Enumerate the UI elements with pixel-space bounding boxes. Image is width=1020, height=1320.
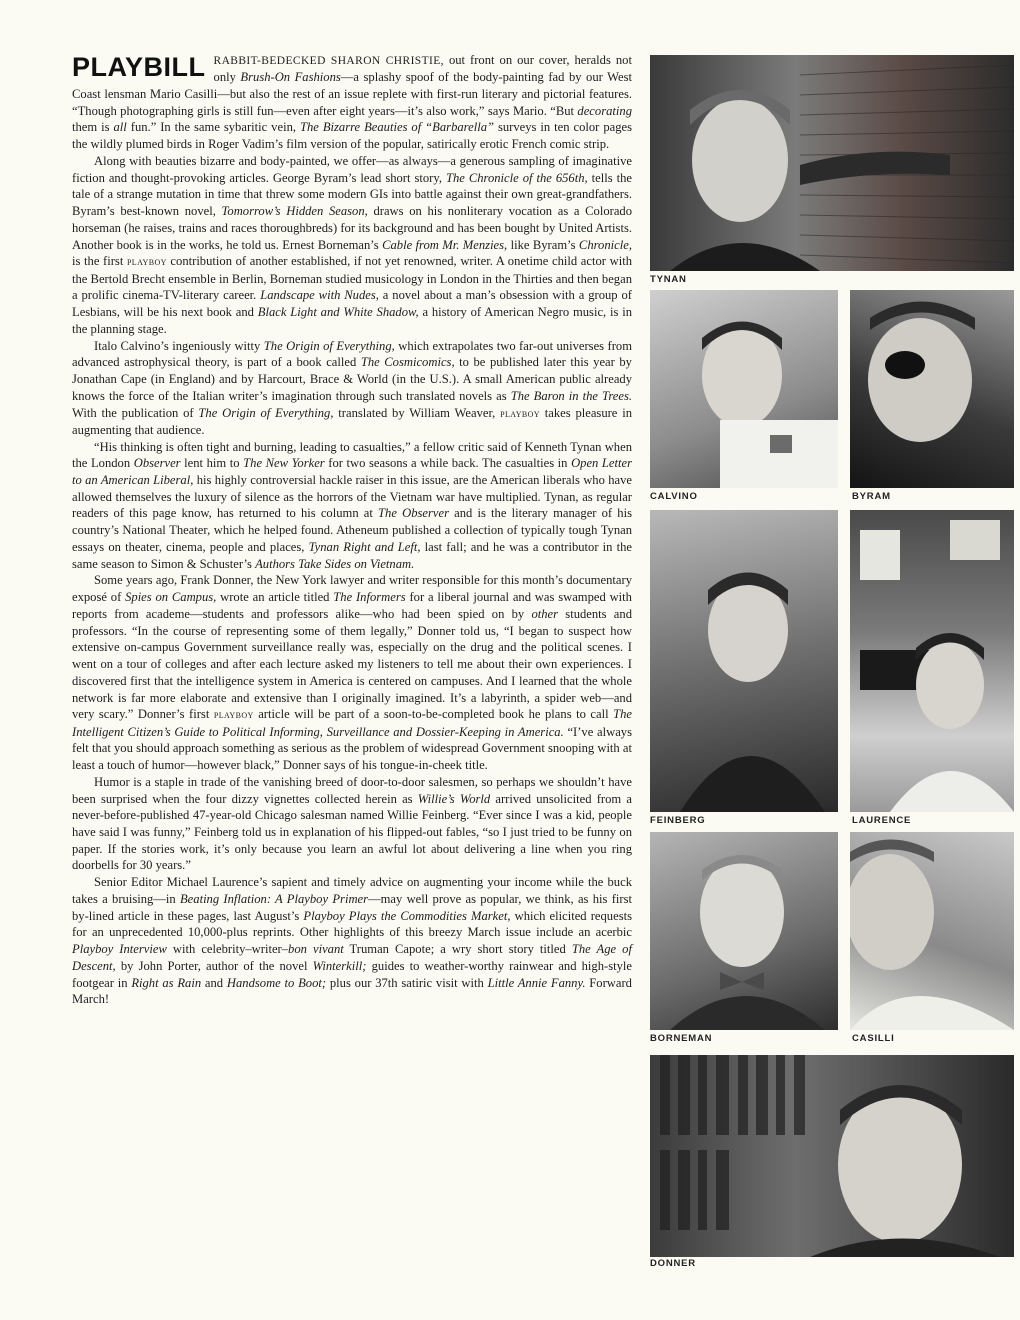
text-run: tells the tale of a strange mutation in time that threw some modern GIs into battle against their own great-grandfathers. Byram’s best-known novel, (72, 170, 632, 219)
italic-title: bon vivant (288, 942, 344, 957)
text-run: out front on our cover, heralds not only (213, 53, 632, 85)
italic-title: The Informers (333, 590, 406, 605)
italic-title: The Chronicle of the 656th, (445, 170, 588, 185)
text-run: students and professors. “In the course of representing some of them legally,” Donner told us, “I began to suspect how extensive on-campus Government surveillance really was, especially on the drug and the political scenes. I went on a tour of colleges and after each lecture asked my listeners to tell me about their own experiences. I discovered first that the intelligence system in America is centered on campuses. And I learned that the whole network is far more elaborate and extensive than I originally imagined. It’s a labyrinth, a spider web—and very scary.” Donner’s first (72, 606, 632, 722)
small-caps-text: playboy (213, 709, 254, 722)
playbill-article (72, 52, 632, 1008)
small-caps-text: playboy (500, 407, 540, 420)
text-run: a history of American Negro music, is in the planning stage. (72, 305, 632, 336)
italic-title: Winterkill; (312, 958, 367, 973)
paragraph-6 (72, 774, 632, 874)
text-run: translated by William Weaver, (333, 405, 501, 420)
text-run: Some years ago, Frank Donner, the New York lawyer and writer responsible for this month’s documentary exposé of (72, 573, 632, 605)
paragraph-1 (72, 52, 632, 153)
photo-tynan (650, 55, 1014, 271)
photo-calvino (650, 290, 838, 488)
text-run: to be published later this year by Jonathan Cape (in England) and by Harcourt, Brace & World (in the U.S.). A small American public already knows the force of the Italian writer’s imagination through such translated novels as (72, 355, 632, 403)
text-run: surveys in ten color pages the wildly plumed birds in Roger Vadim’s film version of the popular, satirically erotic French comic strip. (72, 120, 632, 152)
italic-title: Landscape with Nudes, (260, 288, 379, 303)
text-run: lent him to (180, 456, 244, 471)
italic-title: Cable from Mr. Menzies, (382, 237, 508, 252)
caption-borneman: BORNEMAN (650, 1033, 713, 1044)
text-run: plus our 37th satiric visit with (326, 975, 488, 990)
photo-byram (850, 290, 1014, 488)
italic-title: Tomorrow’s Hidden Season, (221, 204, 368, 219)
text-run: contribution of another established, if not yet renowned, writer. A onetime child actor with the Bertold Brecht ensemble in Berlin, Borneman studied musicology in London in the Thirties and then began a prolific cinema-TV-literary career. (72, 254, 632, 303)
text-run: Along with beauties bizarre and body-painted, we offer—as always—a generous sampling of imaginative fiction and thought-provoking articles. George Byram’s lead short story, (72, 153, 632, 185)
caption-calvino: CALVINO (650, 491, 698, 502)
italic-title: Playboy Interview (72, 942, 167, 957)
text-run: for a liberal journal and was swamped with reports from academe—students and professors alike—who had been spied on by (72, 590, 632, 621)
photo-donner (650, 1055, 1014, 1257)
text-run: them is (72, 120, 114, 135)
italic-title: Beating Inflation: A Playboy Primer (179, 891, 369, 906)
italic-title: Brush-On Fashions (240, 70, 341, 85)
text-run: “I’ve always felt that you should approach something as serious as the problem of widespread Government snooping with at least a touch of humor—however black,” Donner says of his tongue-in-cheek title. (72, 724, 632, 773)
italic-title: Handsome to Boot; (226, 975, 327, 990)
text-run: and is the literary manager of his country’s National Theater, which he helped found. Atheneum published a collection of typically tough Tynan essays on theater, cinema, people and places, (72, 506, 632, 554)
italic-title: The Origin of Everything, (263, 338, 395, 353)
paragraph-2 (72, 153, 632, 338)
italic-title: decorating (577, 103, 632, 118)
text-run: last fall; and he was a contributor in the same season to Simon & Schuster’s (72, 539, 632, 571)
lead-caps: RABBIT-BEDECKED SHARON CHRISTIE, (213, 55, 444, 67)
text-run: and (201, 975, 227, 990)
caption-laurence: LAURENCE (852, 815, 912, 826)
photo-feinberg (650, 510, 838, 812)
italic-title: Tynan Right and Left, (308, 539, 421, 554)
text-run: draws on his nonliterary vocation as a Colorado horseman (he raises, trains and races thoroughbreds) for its background and has been bought by United Artists. Another book is in the works, he told us. Ernest Borneman’s (72, 204, 633, 252)
caption-feinberg: FEINBERG (650, 815, 706, 826)
italic-title: The New Yorker (243, 456, 325, 471)
paragraph-3 (72, 338, 632, 439)
text-run: Senior Editor Michael Laurence’s sapient and timely advice on augmenting your income while the buck takes a bruising—in (72, 875, 632, 906)
text-run: guides to weather-worthy rainwear and high-style footgear in (72, 958, 632, 990)
text-run: Humor is a staple in trade of the vanishing breed of door-to-door salesmen, so perhaps we shouldn’t have been surprised when the four dizzy vignettes collected herein as (72, 774, 632, 806)
caption-byram: BYRAM (852, 491, 891, 502)
text-run: for two seasons a while back. The casualties in (324, 456, 572, 471)
text-run: is the first (72, 254, 127, 269)
italic-title: other (531, 606, 559, 621)
italic-title: The Cosmicomics, (360, 355, 455, 370)
text-run: with celebrity–writer– (166, 942, 289, 957)
text-run: which extrapolates two far-out universes from advanced astrophysical theory, is part of a book called (72, 338, 632, 370)
text-run: a novel about a man’s obsession with a group of Lesbians, will be his next book and (72, 288, 632, 320)
text-run: which elicited requests for an unprecedented 10,000-plus reprints. Other highlights of this breezy March issue include an acerbic (72, 908, 632, 940)
photo-laurence (850, 510, 1014, 812)
text-run: Truman Capote; a wry short story titled (343, 942, 572, 957)
italic-title: The Intelligent Citizen’s Guide to Political Informing, Surveillance and Dossier-Keeping in America. (72, 707, 632, 739)
paragraph-5 (72, 572, 632, 773)
caption-casilli: CASILLI (852, 1033, 895, 1044)
italic-title: The Age of Descent, (72, 942, 632, 973)
italic-title: Playboy Plays the Commodities Market, (303, 908, 511, 923)
caption-donner: DONNER (650, 1258, 696, 1269)
italic-title: Chronicle, (578, 237, 632, 252)
italic-title: Authors Take Sides on Vietnam. (255, 556, 415, 571)
text-run: by John Porter, author of the novel (115, 958, 313, 973)
italic-title: Black Light and White Shadow, (257, 305, 419, 320)
small-caps-text: playboy (126, 256, 167, 269)
italic-title: Right as Rain (131, 975, 202, 990)
italic-title: The Bizarre Beauties of “Barbarella” (299, 120, 494, 135)
italic-title: The Baron in the Trees. (510, 388, 632, 403)
italic-title: Observer (133, 456, 181, 471)
italic-title: Little Annie Fanny. (487, 975, 586, 990)
text-run: —may well prove as popular, we think, as his first by-lined article in these pages, last August’s (72, 891, 632, 923)
photo-casilli (850, 832, 1014, 1030)
text-run: his highly controversial hackle raiser in this issue, are the American liberals who have allowed themselves the luxury of silence as the horrors of the Vietnam war have multiplied. Tynan, as regular readers of this page know, has returned to his column at (72, 473, 632, 521)
text-run: wrote an article titled (216, 590, 334, 605)
italic-title: The Observer (378, 506, 449, 521)
text-run: “His thinking is often tight and burning, leading to casualties,” a fellow critic said of Kenneth Tynan when the London (72, 439, 632, 471)
text-run: Italo Calvino’s ingeniously witty (94, 338, 264, 353)
italic-title: Willie’s World (417, 791, 491, 806)
text-run: fun.” In the same sybaritic vein, (126, 120, 300, 135)
text-run: arrived unsolicited from a never-before-published 47-year-old Chicago salesman named Willie Feinberg. “Ever since I was a kid, people have said I was funny,” Feinberg told us in explanation of his flipped-out fables, “so I just tried to be funny on paper. If the stories work, it’s only because you learn an awful lot about delivering a line when you ring doorbells for 30 years.” (72, 791, 633, 873)
text-run: article will be part of a soon-to-be-completed book he plans to call (253, 707, 614, 722)
photo-borneman (650, 832, 838, 1030)
paragraph-7 (72, 874, 632, 1008)
caption-tynan: TYNAN (650, 274, 687, 285)
playbill-logo: PLAYBILL (72, 52, 206, 82)
text-run: Forward March! (72, 975, 632, 1007)
italic-title: all (113, 120, 127, 135)
paragraph-4 (72, 439, 632, 573)
text-run: takes pleasure in augmenting that audience. (72, 405, 632, 437)
italic-title: Open Letter to an American Liberal, (72, 456, 632, 487)
text-run: With the publication of (72, 405, 199, 420)
text-run: —a splashy spoof of the body-painting fad by our West Coast lensman Mario Casilli—but also the rest of an issue replete with first-run literary and pictorial features. “Though photographing girls is still fun—even after eight years—it’s also work,” says Mario. “But (72, 70, 632, 118)
italic-title: The Origin of Everything, (198, 405, 334, 420)
italic-title: Spies on Campus, (125, 590, 217, 605)
text-run: like Byram’s (507, 237, 579, 252)
